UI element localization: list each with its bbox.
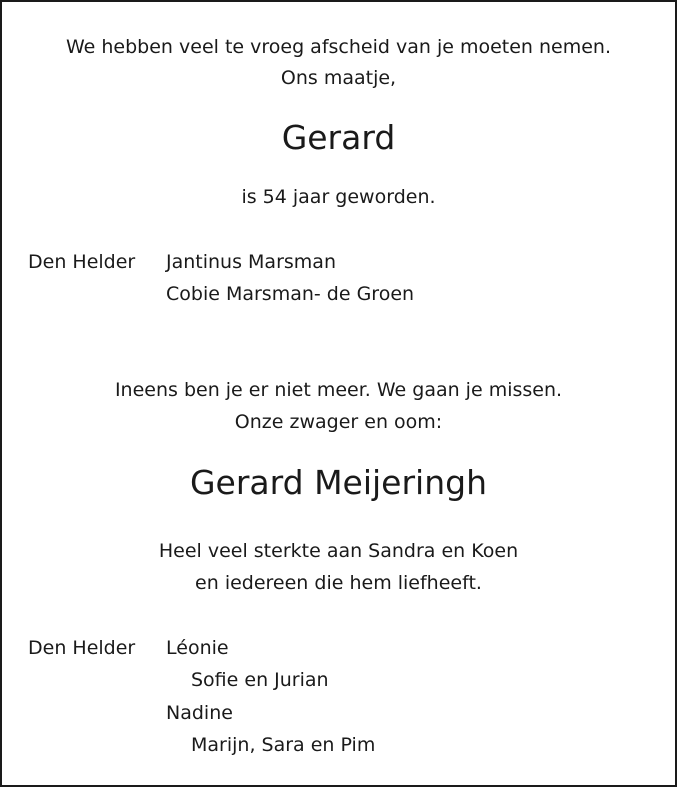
notice1-intro-line1: We hebben veel te vroeg afscheid van je moeten nemen. (65, 36, 612, 58)
notice1-signer-2: Cobie Marsman- de Groen (166, 283, 415, 305)
notice2-wish-line2: en iedereen die hem liefheeft. (195, 572, 482, 594)
notice2-signer-1-family: Sofie en Jurian (191, 669, 329, 691)
notice2-signer-2-family: Marijn, Sara en Pim (191, 734, 376, 756)
notice2-place: Den Helder (28, 637, 136, 659)
notice2-intro-line2: Onze zwager en oom: (234, 411, 443, 433)
notice1-signer-1: Jantinus Marsman (166, 251, 336, 273)
notice2-intro-line1: Ineens ben je er niet meer. We gaan je missen. (114, 379, 563, 401)
notice1-place: Den Helder (28, 251, 136, 273)
notice2-deceased-name: Gerard Meijeringh (189, 463, 488, 502)
notice1-age-line: is 54 jaar geworden. (241, 186, 436, 208)
notice2-signer-2: Nadine (166, 702, 233, 724)
notice2-wish-line1: Heel veel sterkte aan Sandra en Koen (158, 540, 519, 562)
notice1-deceased-name: Gerard (281, 118, 396, 157)
notice1-intro-line2: Ons maatje, (280, 67, 397, 89)
notice2-signer-1: Léonie (166, 637, 229, 659)
